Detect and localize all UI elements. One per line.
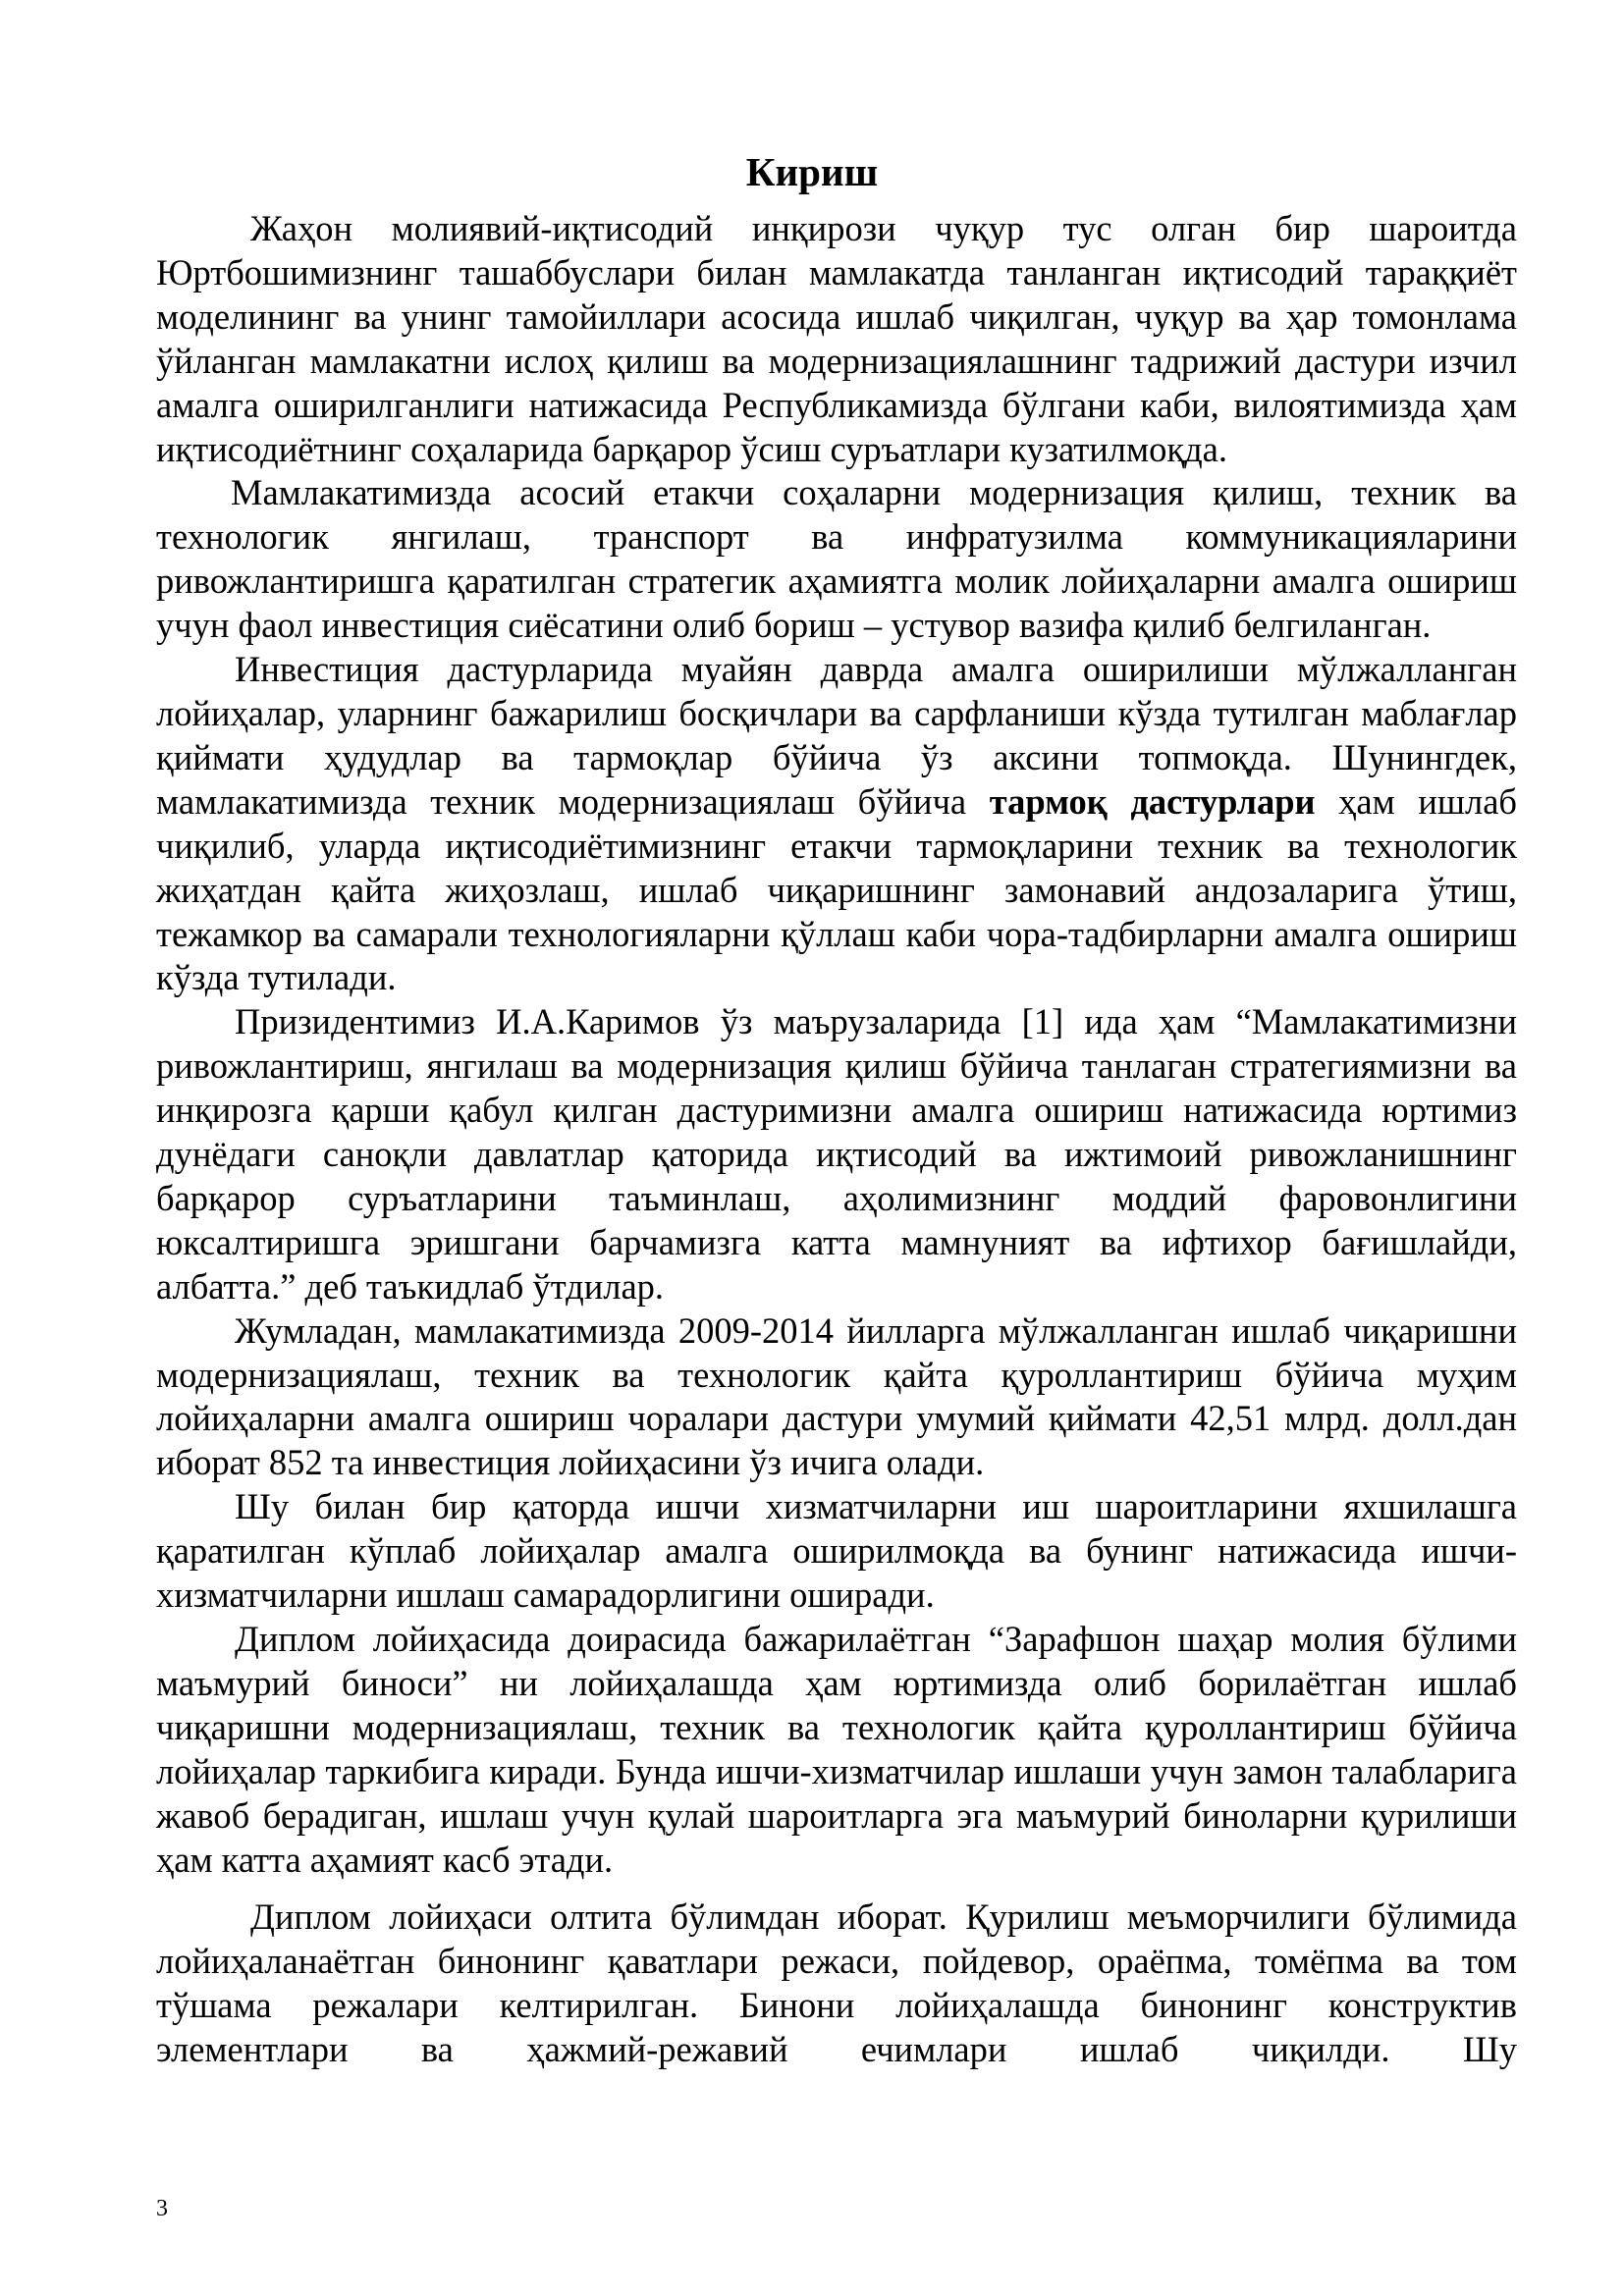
paragraph: Диплом лойиҳаси олтита бўлимдан иборат. Қурилиш меъморчилиги бўлимида лойиҳаланаётган бинонинг қаватлари режаси, пойдевор, ораёпма, томёпма ва том тўшама режалари келтирилган. Бинони лойиҳалашда бинонинг конструктив элементлари ва ҳажмий-режавий ечимлари ишлаб чиқилди. Шу [156, 1896, 1517, 2070]
paragraph: Призидентимиз И.А.Каримов ўз маърузаларида [1] ида ҳам “Мамлакатимизни ривожлантириш, янгилаш ва модернизация қилиш бўйича танлаган стратегиямизни ва инқирозга қарши қабул қилган дастуримизни амалга ошириш натижасида юртимиз дунёдаги саноқли давлатлар қаторида иқтисодий ва ижтимоий ривожланишнинг барқарор суръатларини таъминлаш, аҳолимизнинг моддий фаровонлигини юксалтиришга эришгани барчамизга катта мамнуният ва ифтихор бағишлайди, албатта.” деб таъкидлаб ўтдилар. [156, 1001, 1517, 1307]
paragraph [156, 648, 1517, 1000]
page-number: 3 [156, 2196, 168, 2221]
paragraph-text: ҳам ишлаб чиқилиб, уларда иқтисодиётимизнинг етакчи тармоқларини техник ва технологик жиҳатдан қайта жиҳозлаш, ишлаб чиқаришнинг замонавий андозаларига ўтиш, тежамкор ва самарали технологияларни қўллаш каби чора-тадбирларни амалга ошириш кўзда тутилади. [156, 780, 1517, 998]
paragraph: Шу билан бир қаторда ишчи хизматчиларни иш шароитларини яхшилашга қаратилган кўплаб лойиҳалар амалга оширилмоқда ва бунинг натижасида ишчи-хизматчиларни ишлаш самарадорлигини оширади. [156, 1486, 1517, 1616]
paragraph: Диплом лойиҳасида доирасида бажарилаётган “Зарафшон шаҳар молия бўлими маъмурий биноси” ни лойиҳалашда ҳам юртимизда олиб борилаётган ишлаб чиқаришни модернизациялаш, техник ва технологик қайта қуроллантириш бўйича лойиҳалар таркибига киради. Бунда ишчи-хизматчилар ишлаши учун замон талабларига жавоб берадиган, ишлаш учун қулай шароитларга эга маъмурий биноларни қурилиши ҳам катта аҳамият касб этади. [156, 1619, 1517, 1880]
paragraph: Мамлакатимизда асосий етакчи соҳаларни модернизация қилиш, техник ва технологик янгилаш, транспорт ва инфратузилма коммуникацияларини ривожлантиришга қаратилган стратегик аҳамиятга молик лойиҳаларни амалга ошириш учун фаол инвестиция сиёсатини олиб бориш – устувор вазифа қилиб белгиланган. [156, 472, 1517, 646]
body-text [156, 207, 1517, 2072]
paragraph-text: Инвестиция дастурларида муайян даврда амалга оширилиши мўлжалланган лойиҳалар, уларнинг бажарилиш босқичлари ва сарфланиши кўзда тутилган маблағлар қиймати ҳудудлар ва тармоқлар бўйича ўз аксини топмоқда. Шунингдек, мамлакатимизда техник модернизациялаш бўйича [156, 649, 1517, 822]
paragraph: Жаҳон молиявий-иқтисодий инқирози чуқур тус олган бир шароитда Юртбошимизнинг ташаббуслари билан мамлакатда танланган иқтисодий тараққиёт моделининг ва унинг тамойиллари асосида ишлаб чиқилган, чуқур ва ҳар томонлама ўйланган мамлакатни ислоҳ қилиш ва модернизациялашнинг тадрижий дастури изчил амалга оширилганлиги натижасида Республикамизда бўлгани каби, вилоятимизда ҳам иқтисодиётнинг соҳаларида барқарор ўсиш суръатлари кузатилмоқда. [156, 208, 1517, 469]
paragraph: Жумладан, мамлакатимизда 2009-2014 йилларга мўлжалланган ишлаб чиқаришни модернизациялаш, техник ва технологик қайта қуроллантириш бўйича муҳим лойиҳаларни амалга ошириш чоралари дастури умумий қиймати 42,51 млрд. долл.дан иборат 852 та инвестиция лойиҳасини ўз ичига олади. [156, 1309, 1517, 1483]
bold-term: тармоқ дастурлари [989, 780, 1316, 822]
section-heading: Кириш [745, 149, 879, 194]
